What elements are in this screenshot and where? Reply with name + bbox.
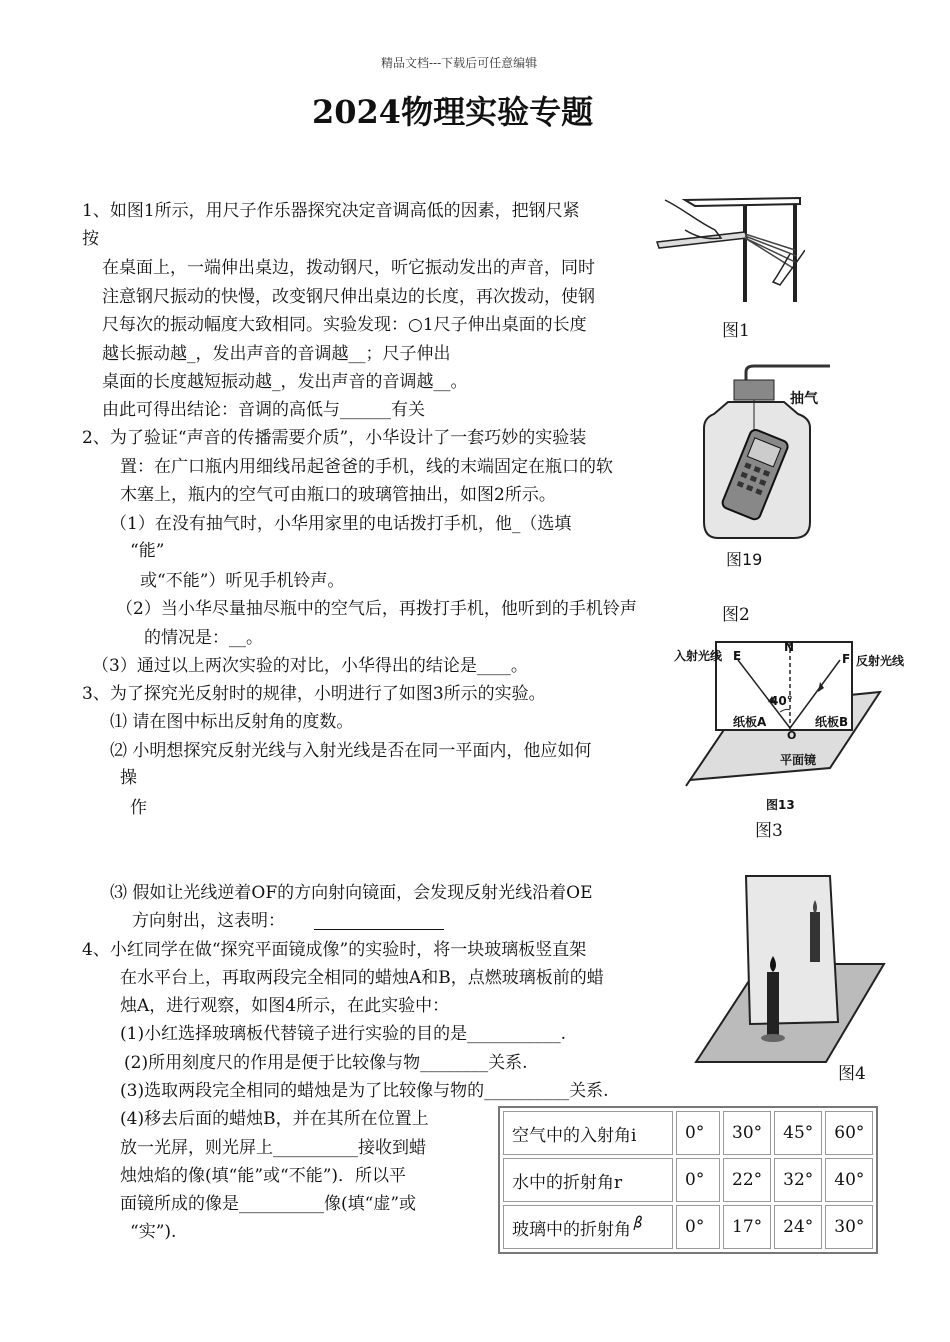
figure-3-angle-label: 40°	[770, 694, 793, 708]
table-cell: 60°	[825, 1111, 873, 1155]
q4-line-5: (2)所用刻度尺的作用是便于比较像与物________关系.	[124, 1053, 528, 1073]
figure-3-label-n: N	[784, 640, 795, 654]
q4-line-9: 烛烛焰的像(填“能”或“不能”)．所以平	[120, 1166, 407, 1186]
page-title: 2024物理实验专题	[312, 93, 594, 131]
q4-line-8: 放一光屏，则光屏上__________接收到蜡	[120, 1138, 426, 1158]
page-header: 精品文档---下载后可任意编辑	[381, 56, 538, 70]
q4-line-6: (3)选取两段完全相同的蜡烛是为了比较像与物的__________关系.	[120, 1081, 609, 1101]
q3-line-2: ⑴ 请在图中标出反射角的度数。	[110, 712, 354, 732]
refraction-angle-table	[498, 1106, 878, 1254]
table-cell: 24°	[774, 1205, 822, 1249]
beta-symbol-icon	[631, 1215, 645, 1231]
table-row-label: 玻璃中的折射角	[512, 1219, 631, 1240]
q1-line-4: 注意钢尺振动的快慢，改变钢尺伸出桌边的长度，再次拨动，使钢	[102, 287, 595, 307]
figure-3-incident-label: 入射光线	[674, 649, 723, 663]
q4-line-10: 面镜所成的像是__________像(填“虚”或	[120, 1194, 417, 1214]
q2-line-3: 木塞上，瓶内的空气可由瓶口的玻璃管抽出，如图2所示。	[120, 485, 556, 505]
table-row	[503, 1111, 873, 1155]
figure-3-mirror-label: 平面镜	[780, 753, 817, 767]
table-cell: 40°	[825, 1158, 873, 1202]
figure-4-caption: 图4	[838, 1064, 866, 1084]
q4-line-3: 烛A，进行观察，如图4所示，在此实验中：	[120, 996, 450, 1016]
figure-1-ruler-illustration	[655, 190, 805, 310]
table-cell: 22°	[723, 1158, 771, 1202]
table-cell: 0°	[676, 1158, 720, 1202]
q1-line-5: 尺每次的振动幅度大致相同。实验发现：○1尺子伸出桌面的长度	[102, 315, 587, 335]
answer-blank-line	[314, 929, 444, 930]
figure-2-caption: 图2	[722, 605, 750, 625]
q3-line-6: ⑶ 假如让光线逆着OF的方向射向镜面，会发现反射光线沿着OE	[110, 883, 593, 903]
q2-line-9: （3）通过以上两次实验的对比，小华得出的结论是____。	[92, 656, 528, 676]
q4-line-4: (1)小红选择玻璃板代替镜子进行实验的目的是___________.	[120, 1024, 566, 1044]
q2-line-1: 2、为了验证“声音的传播需要介质”，小华设计了一套巧妙的实验装	[82, 428, 587, 448]
table-cell: 0°	[676, 1111, 720, 1155]
table-cell: 30°	[723, 1111, 771, 1155]
table-row	[503, 1158, 873, 1202]
q1-line-3: 在桌面上，一端伸出桌边，拨动钢尺，听它振动发出的声音，同时	[102, 258, 595, 278]
figure-3-caption: 图3	[755, 821, 783, 841]
q3-line-5: 作	[130, 798, 147, 818]
q1-line-6: 越长振动越_，发出声音的音调越__；尺子伸出	[102, 344, 451, 364]
figure-3-reflected-label: 反射光线	[856, 654, 905, 668]
table-row-label: 水中的折射角r	[503, 1158, 673, 1202]
q2-line-6: 或“不能”）听见手机铃声。	[140, 571, 345, 591]
q4-line-7: (4)移去后面的蜡烛B，并在其所在位置上	[120, 1109, 429, 1129]
q4-line-11: “实”).	[130, 1222, 177, 1242]
q2-line-7: （2）当小华尽量抽尽瓶中的空气后，再拨打手机，他听到的手机铃声	[116, 599, 637, 619]
q3-line-1: 3、为了探究光反射时的规律，小明进行了如图3所示的实验。	[82, 684, 546, 704]
figure-4-candle-illustration	[690, 872, 886, 1068]
q2-line-2: 置：在广口瓶内用细线吊起爸爸的手机，线的末端固定在瓶口的软	[120, 457, 613, 477]
q4-line-1: 4、小红同学在做“探究平面镜成像”的实验时，将一块玻璃板竖直架	[82, 940, 587, 960]
table-cell: 45°	[774, 1111, 822, 1155]
q2-line-8: 的情况是：__。	[144, 628, 263, 648]
figure-3-label-e: E	[733, 649, 742, 663]
q1-line-7: 桌面的长度越短振动越_，发出声音的音调越__。	[102, 372, 468, 392]
table-cell: 17°	[723, 1205, 771, 1249]
figure-3-board-b-label: 纸板B	[815, 715, 849, 729]
figure-3-label-f: F	[842, 652, 851, 666]
figure-2-tube-label: 抽气	[790, 391, 818, 407]
table-row-label-cell	[503, 1205, 673, 1249]
figure-1-caption: 图1	[722, 321, 750, 341]
q1-line-1: 1、如图1所示，用尺子作乐器探究决定音调高低的因素，把钢尺紧	[82, 201, 580, 221]
q1-line-2: 按	[82, 229, 99, 249]
figure-3-label-o: O	[787, 729, 797, 742]
q2-line-5: “能”	[130, 541, 165, 561]
figure-3-inner-label: 图13	[766, 798, 795, 812]
figure-2-inner-label: 图19	[726, 550, 763, 569]
table-row-label: 空气中的入射角i	[503, 1111, 673, 1155]
table-cell: 32°	[774, 1158, 822, 1202]
q1-line-8: 由此可得出结论：音调的高低与______有关	[102, 400, 425, 420]
q3-line-7: 方向射出，这表明：	[132, 911, 285, 931]
figure-3-board-a-label: 纸板A	[733, 715, 767, 729]
table-cell: 30°	[825, 1205, 873, 1249]
q4-line-2: 在水平台上，再取两段完全相同的蜡烛A和B，点燃玻璃板前的蜡	[120, 968, 604, 988]
table-row	[503, 1205, 873, 1249]
q2-line-4: （1）在没有抽气时，小华用家里的电话拨打手机，他_（选填	[110, 514, 572, 534]
q3-line-3: ⑵ 小明想探究反射光线与入射光线是否在同一平面内，他应如何	[110, 741, 592, 761]
table-cell: 0°	[676, 1205, 720, 1249]
q3-line-4: 操	[120, 768, 137, 788]
